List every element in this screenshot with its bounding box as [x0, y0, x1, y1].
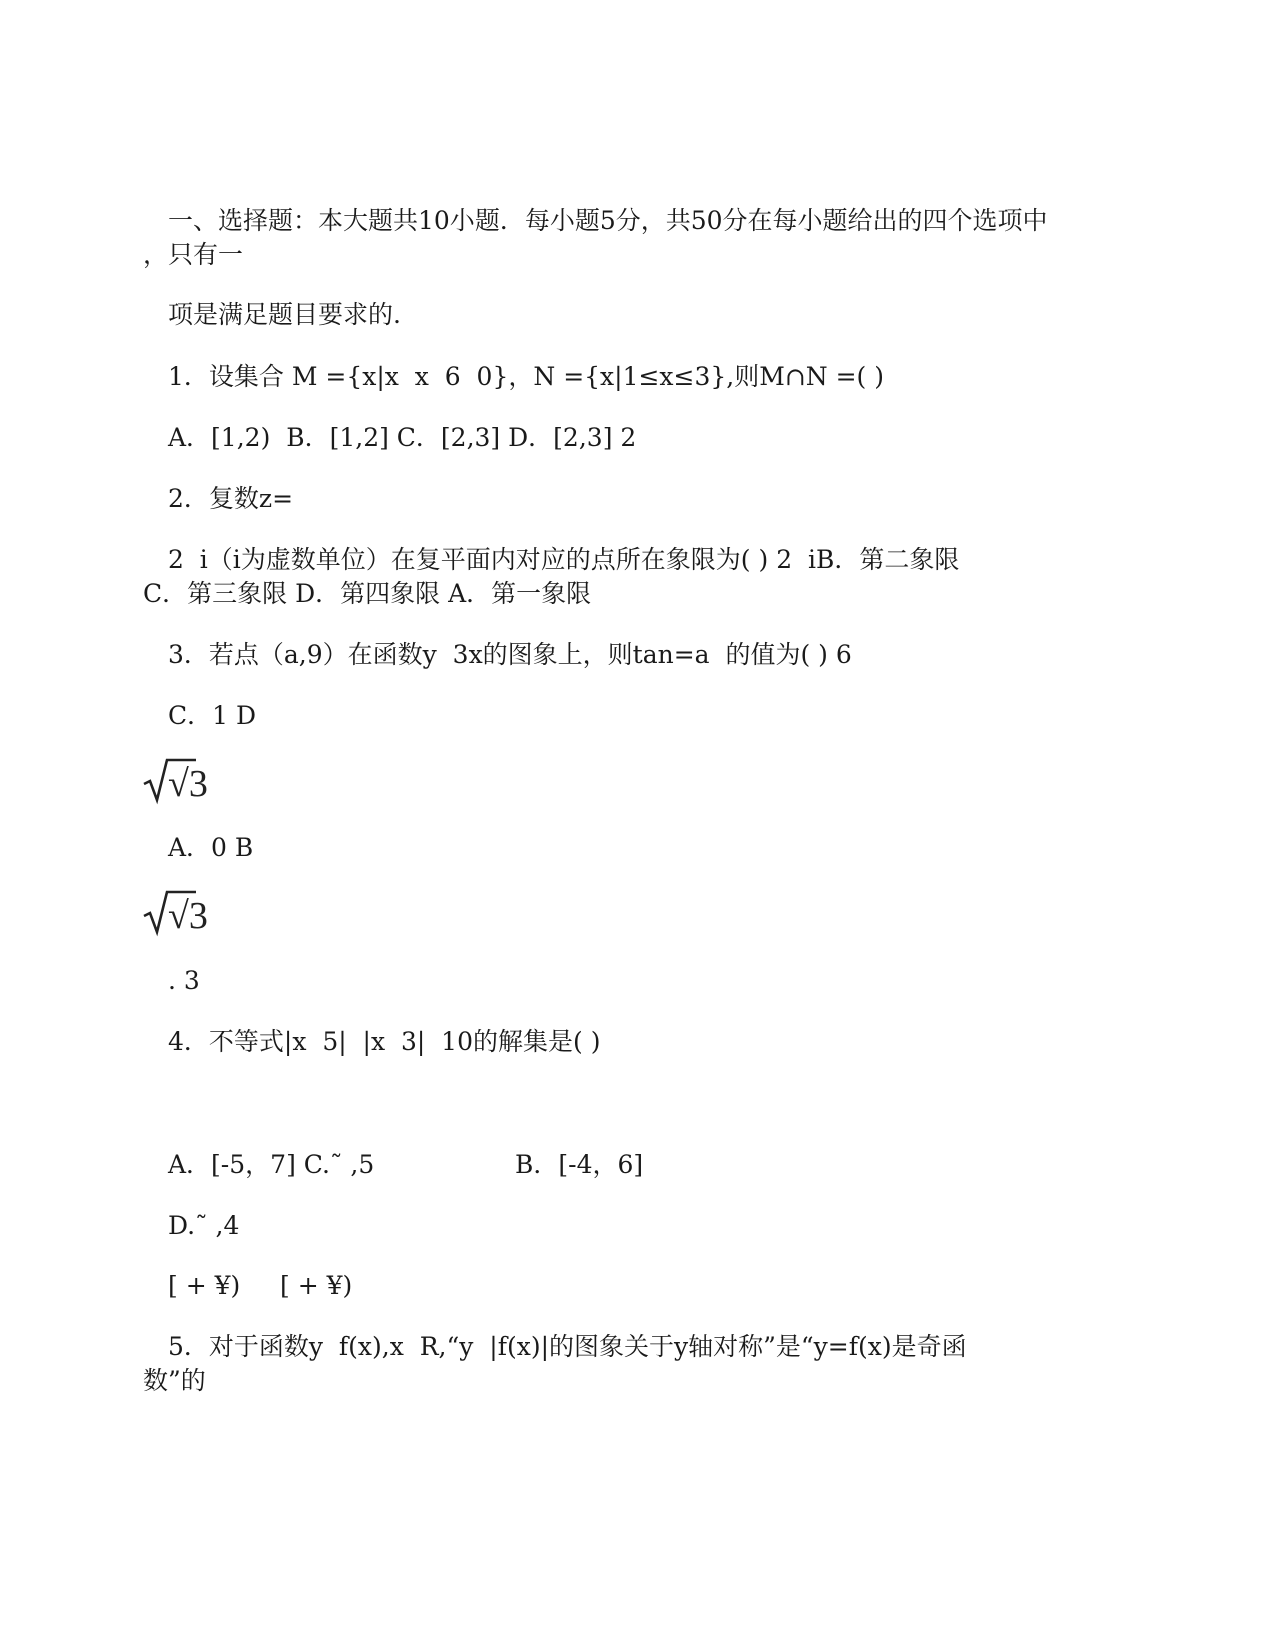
question-1-options: A．[1,2) B．[1,2] C．[2,3] D．[2,3] 2: [168, 423, 637, 452]
question-5-line-2: 数”的: [143, 1366, 206, 1395]
sqrt-three-radicand: √3: [168, 763, 208, 805]
sqrt-three-radicand-2: √3: [168, 895, 208, 937]
question-2-stem: 2．复数z=: [168, 484, 294, 513]
section-header-line-3: 项是满足题目要求的.: [168, 300, 401, 329]
section-header-line-2: ，只有一: [143, 240, 244, 269]
question-3-option-c: C．1 D: [168, 701, 257, 730]
question-3-option-a: A．0 B: [168, 833, 254, 862]
sqrt-three-formula-2: [142, 888, 208, 937]
question-3-stem: 3．若点（a,9）在函数y 3x的图象上，则tan=a 的值为( ) 6: [168, 640, 852, 669]
sqrt-three-formula: [142, 756, 208, 805]
question-4-stem: 4．不等式|x 5| |x 3| 10的解集是( ): [168, 1027, 601, 1056]
question-2-line-2: C．第三象限 D．第四象限 A．第一象限: [143, 579, 592, 608]
question-1-stem: 1．设集合 M ={x|x x 6 0}，N ={x|1≤x≤3},则M∩N =( ): [168, 362, 884, 391]
question-5-line-1: 5．对于函数y f(x),x R,“y |f(x)|的图象关于y轴对称”是“y=f(x)是奇函: [168, 1332, 967, 1361]
question-2-line-1: 2 i（i为虚数单位）在复平面内对应的点所在象限为( ) 2 iB．第二象限: [168, 545, 960, 574]
question-3-tail: . 3: [168, 966, 200, 995]
question-4-option-a-c: A．[-5，7] C.˜ ,5: [168, 1150, 375, 1179]
question-4-option-b: B．[-4，6]: [515, 1150, 644, 1179]
section-header-line-1: 一、选择题：本大题共10小题．每小题5分，共50分在每小题给出的四个选项中: [168, 206, 1048, 235]
question-4-option-d: D.˜ ,4: [168, 1211, 240, 1240]
question-4-intervals: [ + ¥) [ + ¥): [168, 1271, 353, 1300]
